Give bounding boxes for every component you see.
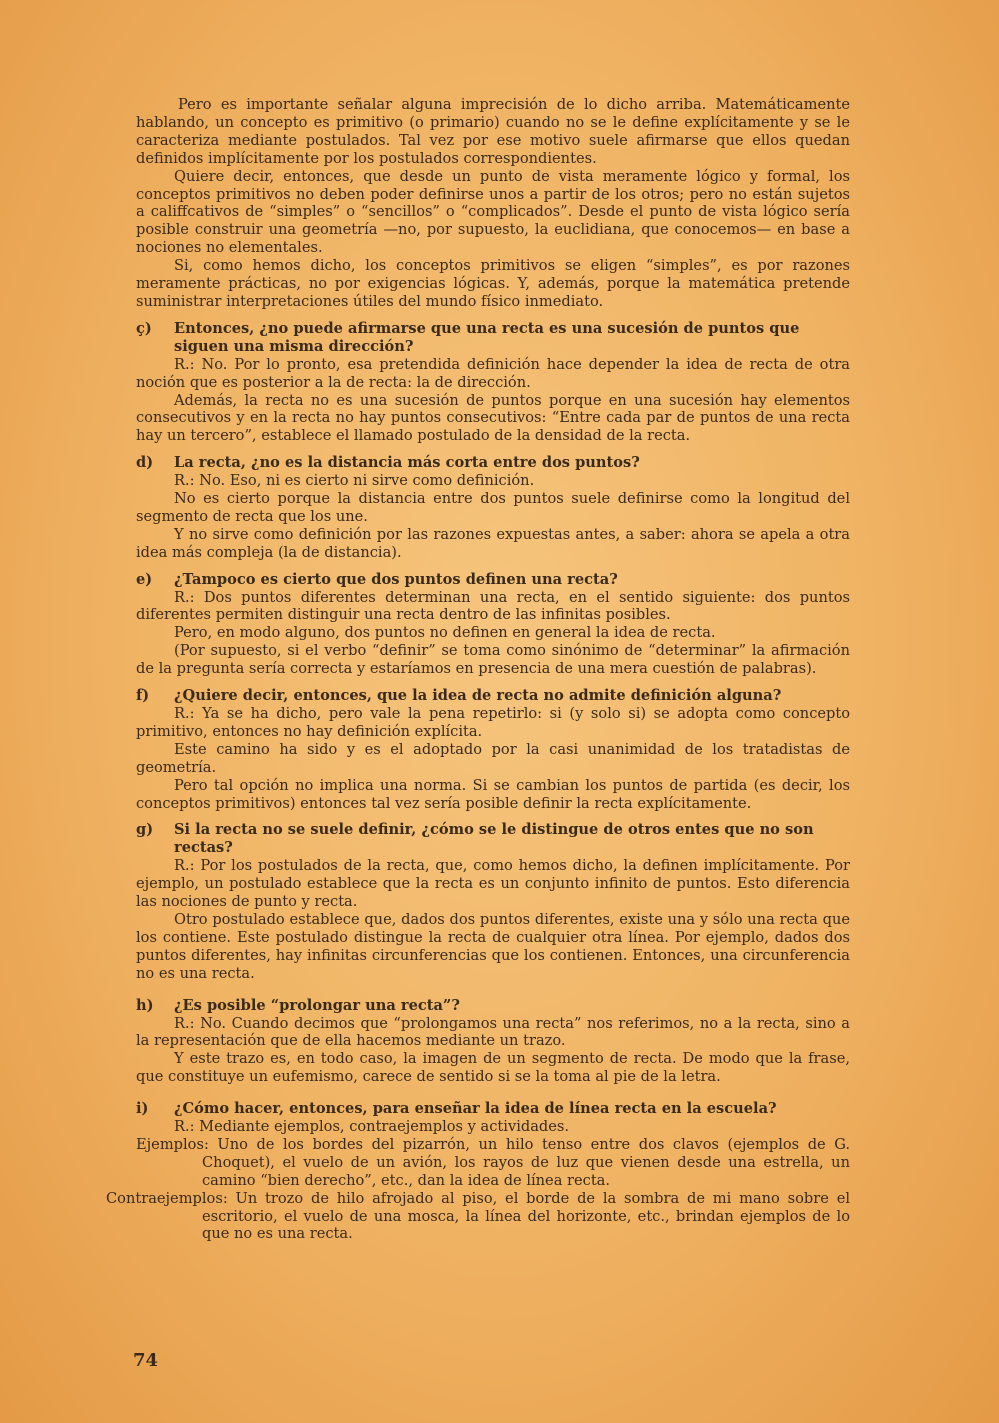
- question-text: Entonces, ¿no puede afirmarse que una recta es una sucesión de puntos que siguen una misma dirección?: [174, 319, 800, 355]
- question-text: ¿Tampoco es cierto que dos puntos definen una recta?: [174, 570, 618, 588]
- question-c: [136, 320, 850, 356]
- question-g: [136, 821, 850, 857]
- question-d: [136, 454, 850, 472]
- answer-paragraph: R.: Mediante ejemplos, contraejemplos y actividades.: [174, 1118, 570, 1136]
- question-label: g): [136, 821, 154, 839]
- answer-paragraph: Otro postulado establece que, dados dos puntos diferentes, existe una y sólo una recta que los contiene. Este postulado distingue la recta de cualquier otra línea. Por ejemplo, dados dos puntos diferentes, hay infinitas circunferencias que los contienen. Entonces, una circunferencia no es una recta.: [136, 910, 850, 982]
- answer-paragraph: Pero tal opción no implica una norma. Si se cambian los puntos de partida (es decir, los conceptos primitivos) entonces tal vez sería posible definir la recta explícitamente.: [136, 776, 850, 812]
- page-content: [106, 96, 850, 1243]
- counterexamples-paragraph: Contraejemplos: Un trozo de hilo afrojado al piso, el borde de la sombra de mi mano sobre el escritorio, el vuelo de una mosca, la línea del horizonte, etc., brindan ejemplos de lo que no es una recta.: [106, 1189, 850, 1243]
- answer-paragraph: R.: No. Cuando decimos que “prolongamos una recta” nos referimos, no a la recta, sino a la representación que de ella hacemos mediante un trazo.: [136, 1014, 850, 1050]
- answer-paragraph: Pero, en modo alguno, dos puntos no definen en general la idea de recta.: [174, 624, 716, 642]
- question-label: ç): [136, 319, 152, 337]
- intro-paragraph: Pero es importante señalar alguna imprecisión de lo dicho arriba. Matemáticamente hablando, un concepto es primitivo (o primario) cuando no se le define explícitamente y se le caracteriza mediante postulados. Tal vez por ese motivo suele afirmarse que ellos quedan definidos implícitamente por los postulados correspondientes.: [136, 96, 850, 167]
- question-text: ¿Es posible “prolongar una recta”?: [174, 996, 460, 1014]
- question-label: h): [136, 996, 154, 1014]
- question-i: [136, 1100, 850, 1118]
- question-h: [136, 997, 850, 1015]
- examples-paragraph: Ejemplos: Uno de los bordes del pizarrón, un hilo tenso entre dos clavos (ejemplos de G. Choquet), el vuelo de un avión, los rayos de luz que vienen desde una estrella, un camino “bien derecho”, etc., dan la idea de línea recta.: [136, 1135, 850, 1189]
- answer-paragraph: (Por supuesto, si el verbo “definir” se toma como sinónimo de “determinar” la afirmación de la pregunta sería correcta y estaríamos en presencia de una mera cuestión de palabras).: [136, 642, 850, 678]
- question-text: Si la recta no se suele definir, ¿cómo se le distingue de otros entes que no son rectas?: [174, 821, 814, 857]
- question-label: f): [136, 687, 150, 705]
- question-label: d): [136, 454, 154, 472]
- intro-paragraph: Quiere decir, entonces, que desde un punto de vista meramente lógico y formal, los conceptos primitivos no deben poder definirse unos a partir de los otros; pero no están sujetos a califfcativos de “simples” o “sencillos” o “complicados”. Desde el punto de vista lógico sería posible construir una geometría —no, por supuesto, la euclidiana, que conocemos— en base a nociones no elementales.: [136, 167, 850, 257]
- answer-paragraph: No es cierto porque la distancia entre dos puntos suele definirse como la longitud del segmento de recta que los une.: [136, 490, 850, 525]
- answer-paragraph: R.: No. Eso, ni es cierto ni sirve como definición.: [174, 472, 535, 490]
- answer-paragraph: R.: Ya se ha dicho, pero vale la pena repetirlo: si (y solo si) se adopta como concepto primitivo, entonces no hay definición explícita.: [136, 705, 850, 740]
- intro-paragraph: Si, como hemos dicho, los conceptos primitivos se eligen “simples”, es por razones meramente prácticas, no por exigencias lógicas. Y, además, porque la matemática pretende suministrar interpretaciones útiles del mundo físico inmediato.: [136, 257, 850, 310]
- page-number: 74: [133, 1350, 159, 1371]
- answer-paragraph: Y no sirve como definición por las razones expuestas antes, a saber: ahora se apela a otra idea más compleja (la de distancia).: [136, 525, 850, 561]
- question-label: e): [136, 570, 153, 588]
- question-f: [136, 687, 850, 705]
- answer-paragraph: R.: Dos puntos diferentes determinan una recta, en el sentido siguiente: dos puntos diferentes permiten distinguir una recta dentro de las infinitas posibles.: [136, 588, 850, 624]
- answer-paragraph: R.: No. Por lo pronto, esa pretendida definición hace depender la idea de recta de otra noción que es posterior a la de recta: la de dirección.: [136, 355, 850, 391]
- answer-paragraph: Además, la recta no es una sucesión de puntos porque en una sucesión hay elementos consecutivos y en la recta no hay puntos consecutivos: “Entre cada par de puntos de una recta hay un tercero”, establece el llamado postulado de la densidad de la recta.: [136, 391, 850, 445]
- answer-paragraph: Y este trazo es, en todo caso, la imagen de un segmento de recta. De modo que la frase, que constituye un eufemismo, carece de sentido si se la toma al pie de la letra.: [136, 1050, 850, 1086]
- question-text: La recta, ¿no es la distancia más corta entre dos puntos?: [174, 454, 640, 472]
- question-label: i): [136, 1100, 149, 1118]
- question-e: [136, 571, 850, 589]
- question-text: ¿Cómo hacer, entonces, para enseñar la idea de línea recta en la escuela?: [174, 1100, 777, 1118]
- answer-paragraph: Este camino ha sido y es el adoptado por la casi unanimidad de los tratadistas de geometría.: [136, 740, 850, 776]
- question-text: ¿Quiere decir, entonces, que la idea de recta no admite definición alguna?: [174, 687, 782, 705]
- answer-paragraph: R.: Por los postulados de la recta, que, como hemos dicho, la definen implícitamente. Por ejemplo, un postulado establece que la recta es un conjunto infinito de puntos. Esto diferencia las nociones de punto y recta.: [136, 857, 850, 911]
